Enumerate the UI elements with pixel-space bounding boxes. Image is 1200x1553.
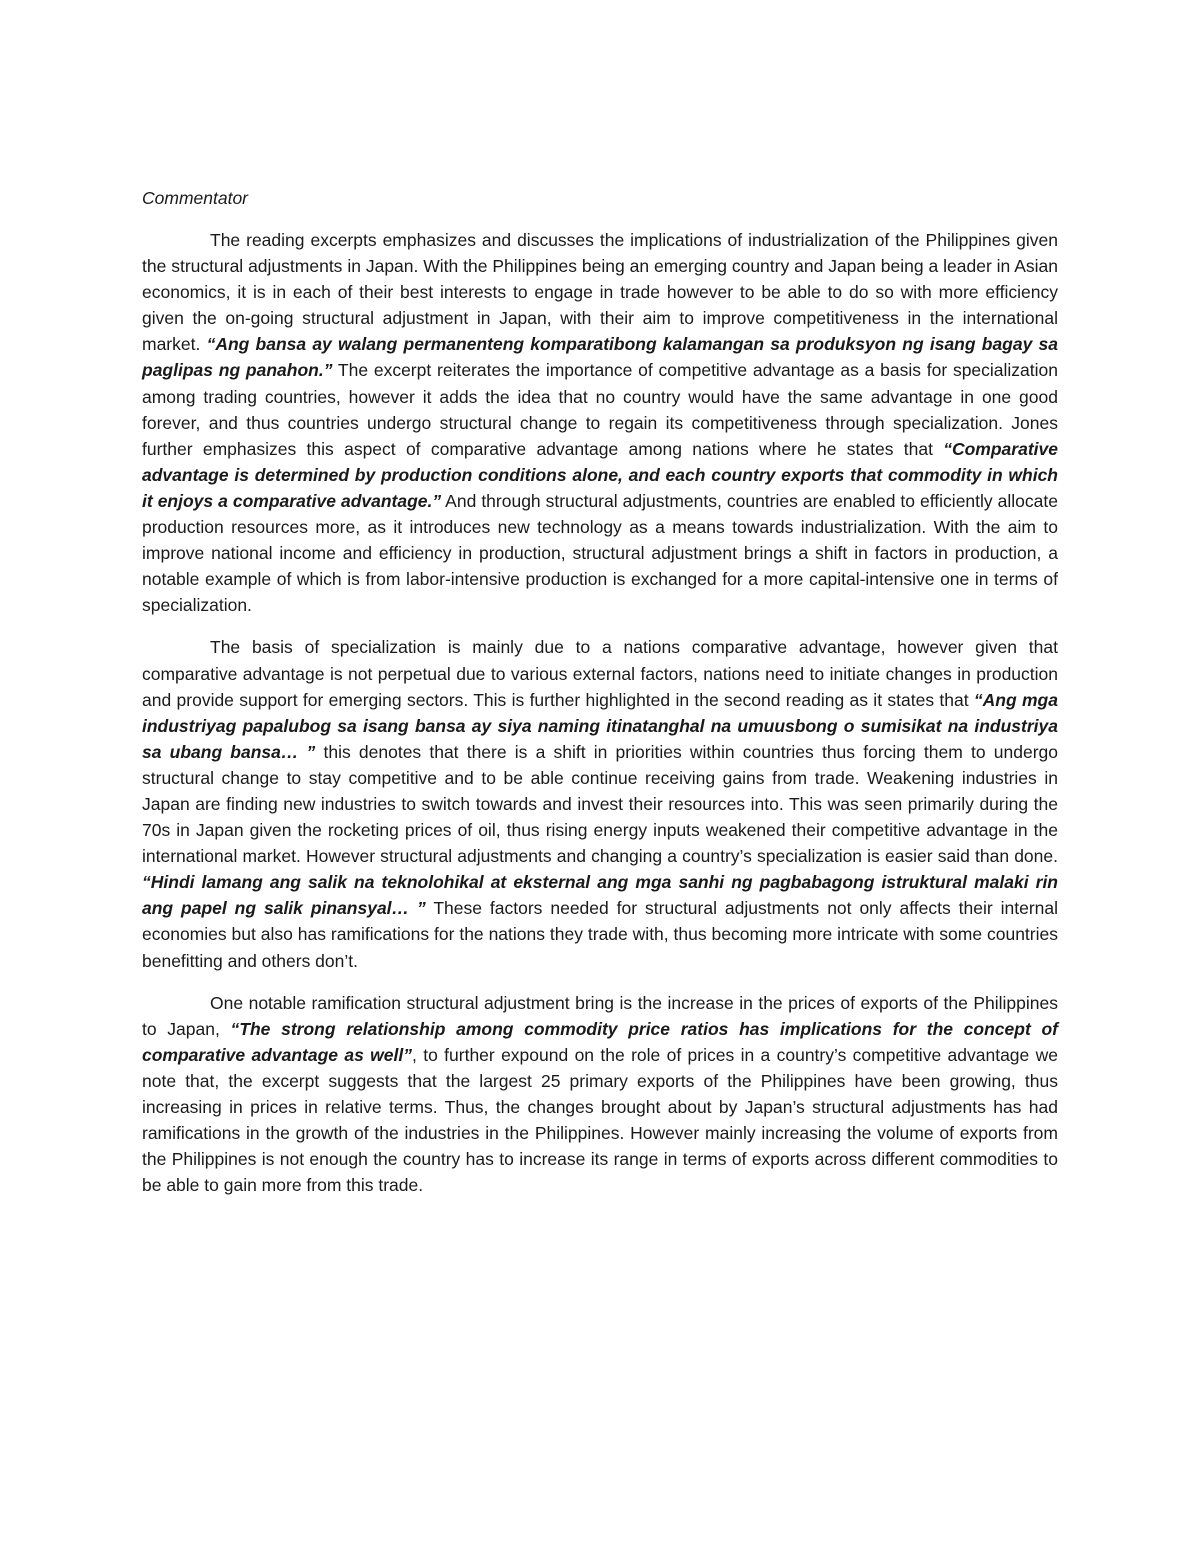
- jones-quote: “Comparative advantage is determined by production conditions alone, and each country exports that commodity in which it enjoys a comparative advantage.”: [142, 438, 1058, 511]
- paragraph-text: And through structural adjustments, countries are enabled to efficiently allocate production resources more, as it introduces new technology as a means towards industrialization. With the aim to improve national income and efficiency in production, structural adjustment brings a shift in factors in production, a notable example of which is from labor-intensive production is exchanged for a more capital-intensive one in terms of specialization.: [142, 490, 1058, 616]
- paragraph-text: this denotes that there is a shift in priorities within countries thus forcing them to undergo structural change to stay competitive and to be able continue receiving gains from trade. Weakening industries in Japan are finding new industries to switch towards and invest their resources into. This was seen primarily during the 70s in Japan given the rocketing prices of oil, thus rising energy inputs weakened their competitive advantage in the international market. However structural adjustments and changing a country’s specialization is easier said than done.: [142, 741, 1058, 867]
- tagalog-quote: “Hindi lamang ang salik na teknolohikal at eksternal ang mga sanhi ng pagbabagong istruktural malaki rin ang papel ng salik pinansyal… ”: [142, 872, 1058, 919]
- paragraph-text: The reading excerpts emphasizes and discusses the implications of industrialization of the Philippines given the structural adjustments in Japan. With the Philippines being an emerging country and Japan being a leader in Asian economics, it is in each of their best interests to engage in trade however to be able to do so with more efficiency given the on-going structural adjustment in Japan, with their aim to improve competitiveness in the international market.: [142, 230, 1058, 355]
- document-page: [142, 185, 1058, 1214]
- paragraph-text: One notable ramification structural adjustment bring is the increase in the prices of exports of the Philippines to Japan,: [142, 992, 1058, 1039]
- document-heading: Commentator: [142, 188, 249, 208]
- paragraph-2: [142, 634, 1058, 973]
- paragraph-1: [142, 227, 1058, 618]
- paragraph-text: , to further expound on the role of prices in a country’s competitive advantage we note that, the excerpt suggests that the largest 25 primary exports of the Philippines have been growing, thus increasing in prices in relative terms. Thus, the changes brought about by Japan’s structural adjustments has had ramifications in the growth of the industries in the Philippines. However mainly increasing the volume of exports from the Philippines is not enough the country has to increase its range in terms of exports across different commodities to be able to gain more from this trade.: [142, 1044, 1058, 1196]
- paragraph-text: These factors needed for structural adjustments not only affects their internal economies but also has ramifications for the nations they trade with, thus becoming more intricate with some countries benefitting and others don’t.: [142, 898, 1058, 971]
- paragraph-text: The basis of specialization is mainly due to a nations comparative advantage, however given that comparative advantage is not perpetual due to various external factors, nations need to initiate changes in production and provide support for emerging sectors. This is further highlighted in the second reading as it states that: [142, 637, 1058, 710]
- tagalog-quote: “Ang mga industriyag papalubog sa isang bansa ay siya naming itinatanghal na umuusbong o sumisikat na industriya sa ubang bansa… ”: [142, 689, 1058, 762]
- english-quote: “The strong relationship among commodity price ratios has implications for the concept of comparative advantage as well”: [142, 1018, 1058, 1065]
- paragraph-text: The excerpt reiterates the importance of competitive advantage as a basis for specialization among trading countries, however it adds the idea that no country would have the same advantage in one good forever, and thus countries undergo structural change to regain its competitiveness through specialization. Jones further emphasizes this aspect of comparative advantage among nations where he states that: [142, 360, 1059, 459]
- tagalog-quote: “Ang bansa ay walang permanenteng komparatibong kalamangan sa produksyon ng isang bagay sa paglipas ng panahon.”: [142, 334, 1059, 381]
- paragraph-3: [142, 990, 1058, 1199]
